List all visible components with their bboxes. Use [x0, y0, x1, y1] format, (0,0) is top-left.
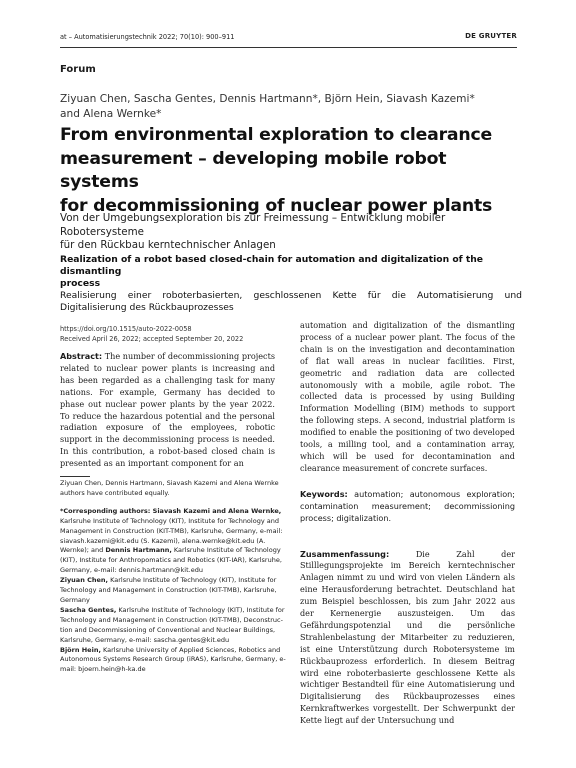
abstract-heading-de-2: Digitalisierung des Rückbauprozesses: [60, 302, 234, 313]
section-label: Forum: [60, 64, 96, 75]
header-rule: [60, 47, 517, 48]
hartmann-name: Dennis Hartmann,: [105, 546, 172, 555]
left-column: [60, 351, 275, 470]
gentes-affiliation: Karlsruhe Institute of Technology (KIT), Institute for Technology and Management in Construction (KIT-TMB), Deconstruction and Decommissioning of Conventional and Nuclear Buildings, Karlsruhe, Germany, e-mail: sascha.gentes@kit.edu: [60, 605, 285, 644]
gentes-name: Sascha Gentes,: [60, 605, 117, 614]
footnotes: [60, 479, 292, 675]
zusammenfassung-paragraph: [300, 549, 515, 728]
abstract-heading-en-2: process: [60, 278, 101, 289]
footnote-corresponding: [60, 507, 292, 576]
abstract-heading-de-1: Realisierung einer roboterbasierten, geschlossenen Kette für die Automatisierung und: [60, 290, 522, 301]
keywords-text: automation; autonomous exploration; contamination measurement; decommissioning process; digitalization.: [300, 488, 515, 523]
abstract-paragraph-right: automation and digitalization of the dismantling process of a nuclear power plant. The focus of the chain is on the investigation and decontamination of flat wall areas in nuclear facilities. First, geometric and radiation data are collected autonomously with a mobile, agile robot. The collected data is processed by using Building Information Modelling (BIM) methods to support the following steps. A second, industrial platform is modified to enable the positioning of two developed tools, a milling tool, and a contamination array, which will be used for decontamination and clearance measurement of concrete surfaces.: [300, 320, 515, 473]
hein-affiliation: Karlsruhe University of Applied Sciences, Robotics and Autonomous Systems Research Group (iRAS), Karlsruhe, Germany, e-mail: bjoern.hein@h-ka.de: [60, 645, 286, 674]
footnote-equal-contribution: Ziyuan Chen, Dennis Hartmann, Siavash Kazemi and Alena Wernke authors have contributed equally.: [60, 479, 279, 497]
abstract-paragraph-left: [60, 351, 275, 470]
publisher-name: DE GRUYTER: [465, 32, 517, 40]
keywords-label: Keywords:: [300, 488, 348, 499]
footnote-chen: [60, 576, 292, 606]
keywords-paragraph: [300, 489, 515, 525]
right-column: [300, 320, 515, 727]
german-title: [60, 212, 525, 253]
chen-name: Ziyuan Chen,: [60, 576, 108, 585]
zusammenfassung-label: Zusammenfassung:: [300, 548, 390, 559]
abstract-heading-en-1: Realization of a robot based closed-chain for automation and digitalization of the dismantling: [60, 254, 484, 277]
article-title: [60, 124, 530, 218]
abstract-label: Abstract:: [60, 351, 103, 361]
german-title-line-2: für den Rückbau kerntechnischer Anlagen: [60, 239, 276, 252]
author-list: [60, 92, 500, 122]
author-line-2: and Alena Wernke*: [60, 108, 162, 120]
footnote-hein: [60, 646, 292, 676]
corresponding-text: Karlsruhe Institute of Technology (KIT), Institute for Technology and Management in Construction (KIT-TMB), Karlsruhe, Germany, e-mail: siavash.kazemi@kit.edu (S. Kazemi), alena.wernke@kit.edu (A. Wernke); and: [60, 516, 283, 555]
corresponding-label: *Corresponding authors: Siavash Kazemi and Alena Wernke,: [60, 506, 282, 515]
author-line-1: Ziyuan Chen, Sascha Gentes, Dennis Hartmann*, Björn Hein, Siavash Kazemi*: [60, 93, 475, 105]
received-dates: Received April 26, 2022; accepted September 20, 2022: [60, 335, 244, 343]
german-title-line-1: Von der Umgebungsexploration bis zur Freimessung – Entwicklung mobiler Robotersysteme: [60, 212, 446, 238]
abstract-heading: [60, 254, 522, 314]
article-meta: [60, 324, 280, 344]
doi-link[interactable]: https://doi.org/10.1515/auto-2022-0058: [60, 325, 192, 333]
abstract-text-left: The number of decommissioning projects related to nuclear power plants is increasing and has been regarded as a challenging task for many nations. For example, Germany has decided to phase out nuclear power plants by the year 2022. To reduce the hazardous potential and the personal radiation exposure of the employees, robotic support in the decommissioning process is needed. In this contribution, a robot-based closed chain is presented as an important component for an: [60, 351, 275, 469]
zusammenfassung-text: Die Zahl der Stilllegungsprojekte im Bereich kerntechnischer Anlagen nimmt zu und wird von vielen Ländern als eine Herausforderung betrachtet. Deutschland hat zum Beispiel beschlossen, bis zum Jahr 2022 aus der Kernenergie auszusteigen. Um das Gefährdungspotenzial und die persönliche Strahlenbelastung der Mitarbeiter zu reduzieren, ist eine Unterstützung durch Robotersysteme im Rückbauprozess erforderlich. In diesem Beitrag wird eine roboterbasierte geschlossene Kette als wichtiger Bestandteil für eine Automatisierung und Digitalisierung des Rückbauprozesses eines Kernkraftwerkes vorgestellt. Der Schwerpunkt der Kette liegt auf der Untersuchung und: [300, 548, 515, 726]
journal-citation: at – Automatisierungstechnik 2022; 70(10): 900–911: [60, 33, 235, 41]
chen-affiliation: Karlsruhe Institute of Technology (KIT), Institute for Technology and Management in Construction (KIT-TMB), Karlsruhe, Germany: [60, 576, 277, 604]
title-line-1: From environmental exploration to clearance: [60, 125, 493, 145]
footnote-gentes: [60, 606, 292, 646]
hartmann-affiliation: Karlsruhe Institute of Technology (KIT), Institute for Anthropomatics and Robotics (KIT-IAR), Karlsruhe, Germany, e-mail: dennis.hartmann@kit.edu: [60, 546, 282, 575]
hein-name: Björn Hein,: [60, 645, 101, 654]
footnote-rule: [60, 476, 90, 477]
title-line-3: for decommissioning of nuclear power plants: [60, 195, 493, 216]
title-line-2: measurement – developing mobile robot systems: [60, 148, 447, 192]
running-head: [60, 33, 517, 41]
